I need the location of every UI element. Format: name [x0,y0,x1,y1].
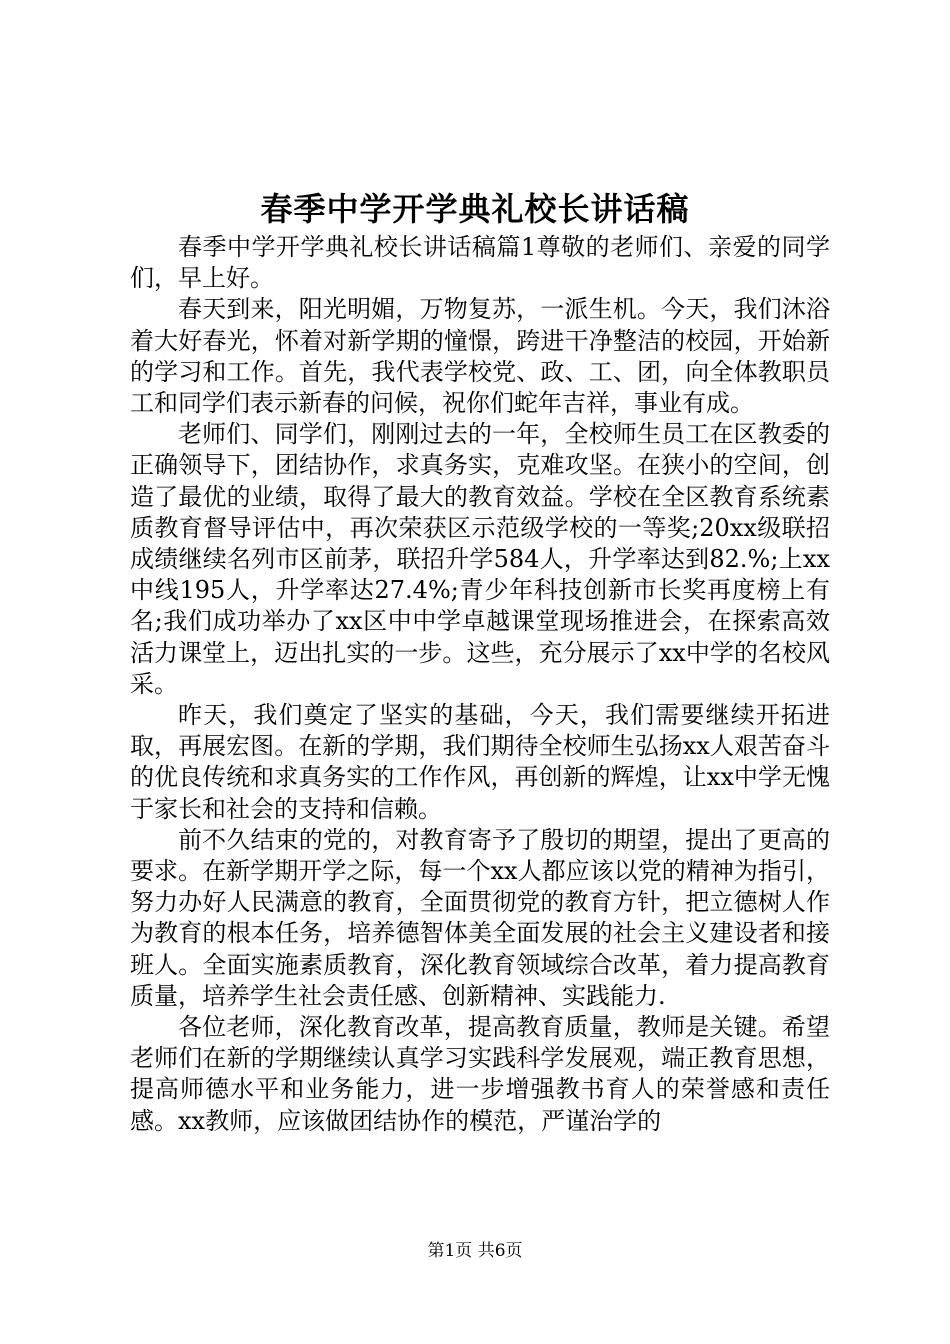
paragraph-3: 老师们、同学们，刚刚过去的一年，全校师生员工在区教委的正确领导下，团结协作，求真务实，克难攻坚。在狭小的空间，创造了最优的业绩，取得了最大的教育效益。学校在全区教育系统素质教育督导评估中，再次荣获区示范级学校的一等奖;20xx级联招成绩继续名列市区前茅，联招升学584人，升学率达到82.%;上xx中线195人，升学率达27.4%;青少年科技创新市长奖再度榜上有名;我们成功举办了xx区中中学卓越课堂现场推进会，在探索高效活力课堂上，迈出扎实的一步。这些，充分展示了xx中学的名校风采。 [130,420,830,698]
document-body [130,232,830,1137]
paragraph-1: 春季中学开学典礼校长讲话稿篇1尊敬的老师们、亲爱的同学们，早上好。 [130,233,830,293]
paragraph-2: 春天到来，阳光明媚，万物复苏，一派生机。今天，我们沐浴着大好春光，怀着对新学期的憧憬，跨进干净整洁的校园，开始新的学习和工作。首先，我代表学校党、政、工、团，向全体教职员工和同学们表示新春的问候，祝你们蛇年吉祥，事业有成。 [130,295,830,418]
paragraph-6: 各位老师，深化教育改革，提高教育质量，教师是关键。希望老师们在新的学期继续认真学习实践科学发展观，端正教育思想，提高师德水平和业务能力，进一步增强教书育人的荣誉感和责任感。xx教师，应该做团结协作的模范，严谨治学的 [130,1013,830,1135]
paragraph-5: 前不久结束的党的，对教育寄予了殷切的期望，提出了更高的要求。在新学期开学之际，每一个xx人都应该以党的精神为指引，努力办好人民满意的教育，全面贯彻党的教育方针，把立德树人作为教育的根本任务，培养德智体美全面发展的社会主义建设者和接班人。全面实施素质教育，深化教育领域综合改革，着力提高教育质量，培养学生社会责任感、创新精神、实践能力. [130,825,830,1010]
page-number-footer: 第1页 共6页 [427,1241,523,1261]
document-title: 春季中学开学典礼校长讲话稿 [260,190,690,228]
paragraph-4: 昨天，我们奠定了坚实的基础，今天，我们需要继续开拓进取，再展宏图。在新的学期，我们期待全校师生弘扬xx人艰苦奋斗的优良传统和求真务实的工作作风，再创新的辉煌，让xx中学无愧于家长和社会的支持和信赖。 [130,701,830,823]
